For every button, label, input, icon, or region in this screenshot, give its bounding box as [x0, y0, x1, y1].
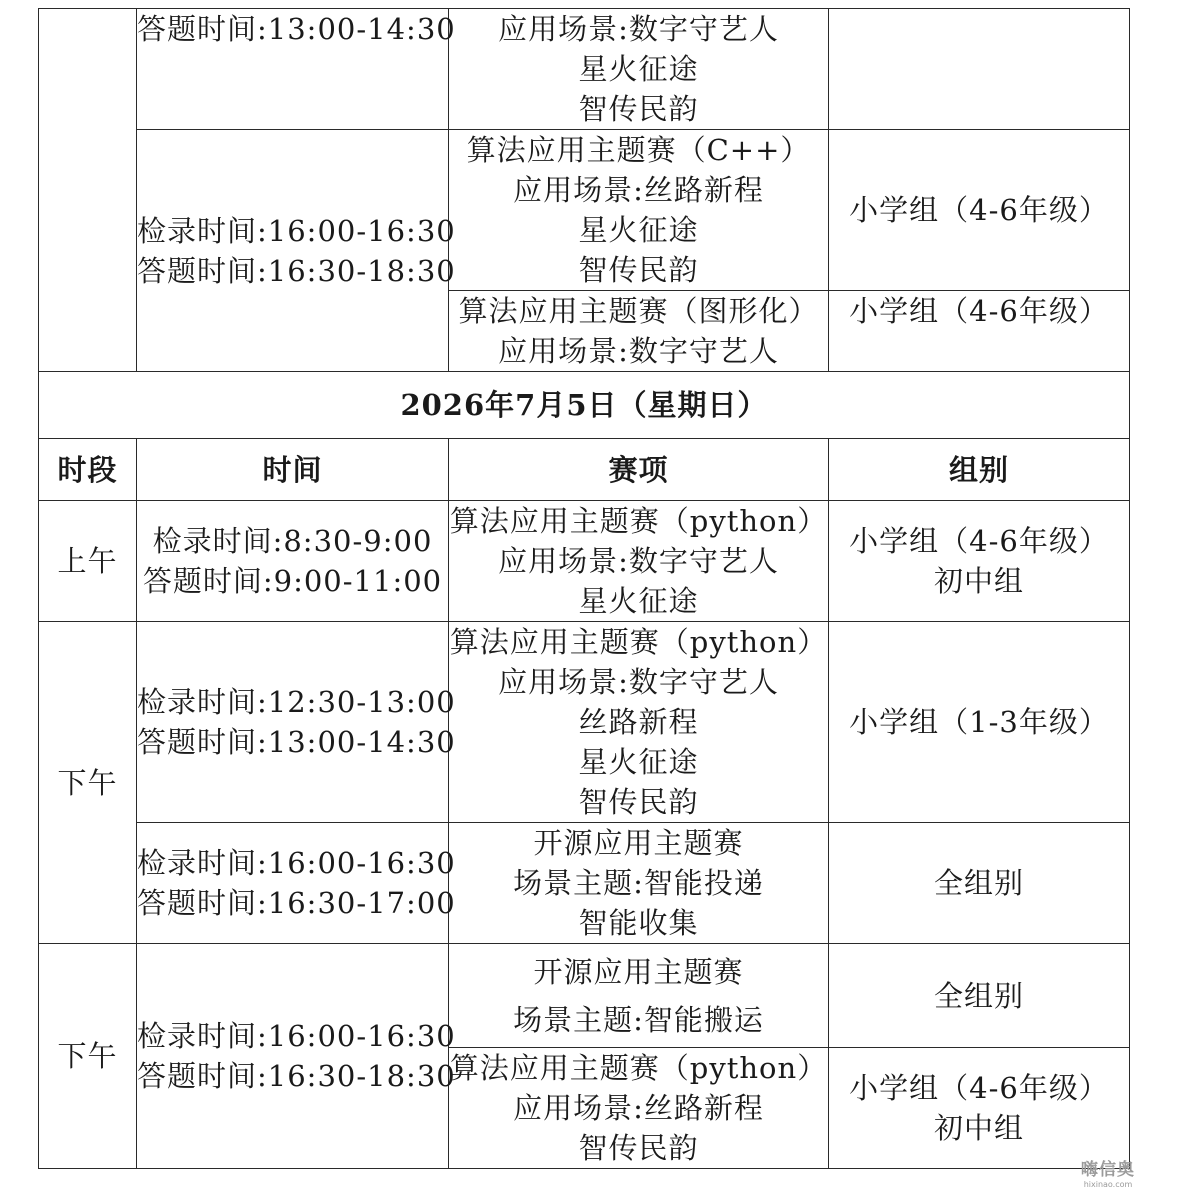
group-label: 小学组（4-6年级）	[849, 294, 1109, 328]
period-cell: 下午	[39, 622, 137, 944]
event-cell	[449, 501, 829, 622]
group-cell	[829, 501, 1130, 622]
group-label: 初中组	[933, 1111, 1024, 1145]
header-time: 时间	[137, 439, 449, 501]
scenario-item: 智能收集	[578, 906, 699, 940]
group-cell	[829, 1048, 1130, 1169]
time-cell	[137, 130, 456, 372]
group-label: 小学组（4-6年级）	[849, 193, 1109, 227]
group-cell	[829, 291, 1130, 372]
scenario-label: 应用场景:数字守艺人	[498, 12, 779, 46]
scenario-label: 场景主题:智能投递	[513, 866, 764, 900]
event-cell	[449, 291, 829, 372]
answer-time: 答题时间:9:00-11:00	[142, 564, 443, 598]
scenario-item: 星火征途	[578, 745, 699, 779]
time-cell	[137, 622, 456, 823]
group-label: 小学组（4-6年级）	[849, 1071, 1109, 1105]
scenario-item: 智传民韵	[578, 92, 699, 126]
event-cell	[449, 944, 829, 1048]
period-cell: 上午	[39, 501, 137, 622]
answer-time: 答题时间:16:30-17:00	[137, 886, 456, 920]
event-title: 算法应用主题赛（C++）	[466, 133, 811, 167]
prev-period-cell	[39, 9, 137, 372]
event-title: 开源应用主题赛	[533, 826, 744, 860]
group-label: 小学组（1-3年级）	[849, 705, 1109, 739]
scenario-label: 应用场景:丝路新程	[513, 173, 764, 207]
checkin-time: 检录时间:16:00-16:30	[137, 846, 456, 880]
event-title: 开源应用主题赛	[533, 954, 744, 989]
scenario-item: 星火征途	[578, 213, 699, 247]
group-label: 初中组	[933, 564, 1024, 598]
event-cell	[449, 622, 829, 823]
answer-time: 答题时间:13:00-14:30	[137, 12, 456, 46]
scenario-item: 智传民韵	[578, 253, 699, 287]
date-header: 2026年7月5日（星期日）	[39, 372, 1130, 439]
event-title: 算法应用主题赛（图形化）	[458, 294, 819, 328]
header-period: 时段	[39, 439, 137, 501]
event-title: 算法应用主题赛（python）	[449, 625, 828, 659]
group-label: 小学组（4-6年级）	[849, 524, 1109, 558]
scenario-label: 应用场景:数字守艺人	[498, 334, 779, 368]
event-cell	[449, 1048, 829, 1169]
scenario-item: 智传民韵	[578, 785, 699, 819]
answer-time: 答题时间:16:30-18:30	[137, 253, 456, 288]
competition-schedule-table	[38, 8, 1130, 1169]
event-cell	[449, 9, 829, 130]
event-cell	[449, 130, 829, 291]
time-cell	[137, 9, 456, 130]
event-title: 算法应用主题赛（python）	[449, 504, 828, 538]
group-label: 全组别	[933, 866, 1024, 900]
scenario-label: 应用场景:数字守艺人	[498, 544, 779, 578]
time-cell	[137, 501, 449, 622]
checkin-time: 检录时间:16:00-16:30	[137, 1019, 456, 1053]
checkin-time: 检录时间:8:30-9:00	[152, 524, 433, 558]
time-cell	[137, 944, 456, 1169]
group-cell	[829, 944, 1130, 1048]
scenario-item: 星火征途	[578, 52, 699, 86]
group-cell	[829, 823, 1130, 944]
answer-time: 答题时间:16:30-18:30	[137, 1059, 456, 1093]
scenario-label: 应用场景:丝路新程	[513, 1091, 764, 1125]
answer-time: 答题时间:13:00-14:30	[137, 725, 456, 759]
group-cell	[829, 130, 1130, 291]
checkin-time: 检录时间:12:30-13:00	[137, 685, 456, 719]
scenario-item: 智传民韵	[578, 1131, 699, 1165]
event-title: 算法应用主题赛（python）	[449, 1051, 828, 1085]
event-cell	[449, 823, 829, 944]
scenario-item: 丝路新程	[578, 705, 699, 739]
watermark-logo-text: 嗨信奥	[1081, 1160, 1135, 1180]
site-watermark	[1081, 1160, 1135, 1190]
group-label: 全组别	[933, 978, 1024, 1013]
checkin-time: 检录时间:16:00-16:30	[137, 213, 456, 248]
header-event: 赛项	[449, 439, 829, 501]
header-group: 组别	[829, 439, 1130, 501]
time-cell	[137, 823, 456, 944]
scenario-item: 星火征途	[578, 584, 699, 618]
scenario-label: 场景主题:智能搬运	[513, 1002, 764, 1037]
scenario-label: 应用场景:数字守艺人	[498, 665, 779, 699]
group-cell	[829, 622, 1130, 823]
watermark-url: hixinao.com	[1083, 1180, 1133, 1189]
group-cell	[829, 9, 1130, 130]
period-cell: 下午	[39, 944, 137, 1169]
